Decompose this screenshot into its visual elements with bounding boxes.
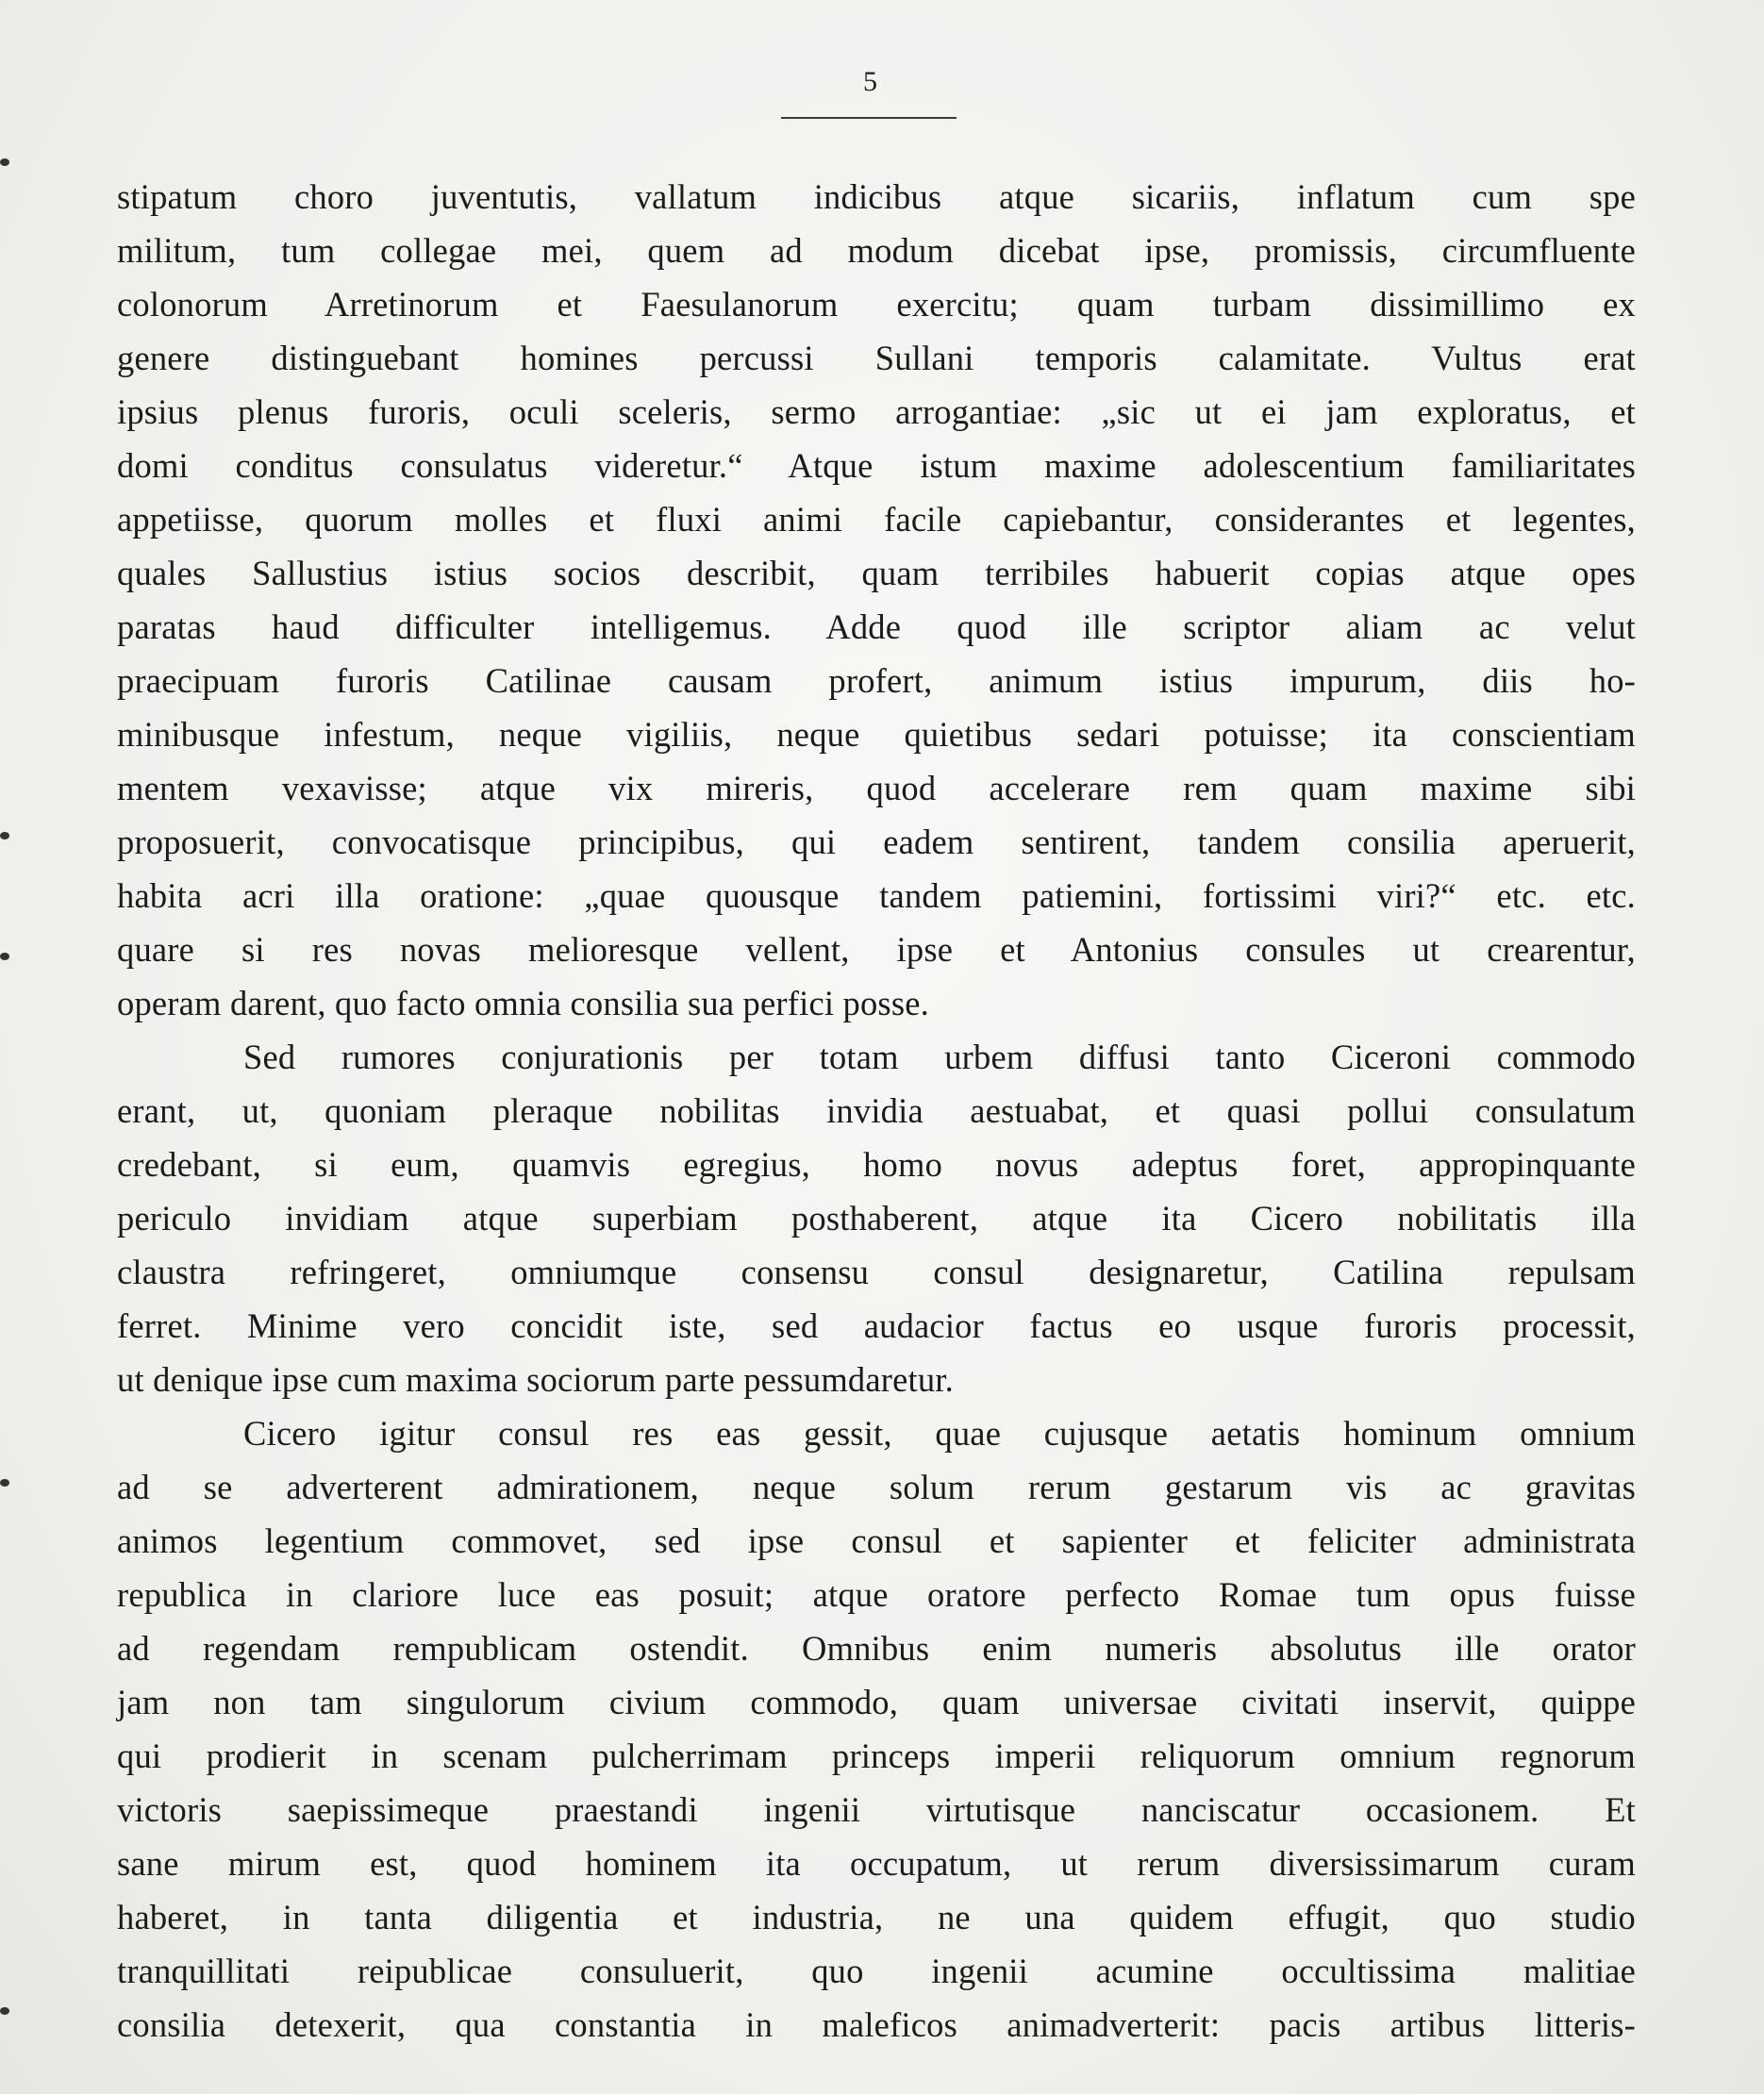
- text-line: sane mirum est, quod hominem ita occupatum, ut rerum diversissimarum curam: [117, 1844, 1636, 1883]
- text-line: jam non tam singulorum civium commodo, quam universae civitati inservit, quippe: [117, 1683, 1636, 1721]
- margin-mark: [0, 1479, 9, 1487]
- page-number: 5: [863, 66, 877, 97]
- text-line: periculo invidiam atque superbiam posthaberent, atque ita Cicero nobilitatis illa: [117, 1199, 1636, 1238]
- text-line: proposuerit, convocatisque principibus, qui eadem sentirent, tandem consilia aperuerit,: [117, 823, 1636, 861]
- text-line: domi conditus consulatus videretur.“ Atque istum maxime adolescentium familiaritates: [117, 446, 1636, 485]
- text-line: ut denique ipse cum maxima sociorum parte pessumdaretur.: [117, 1360, 954, 1399]
- text-line: operam darent, quo facto omnia consilia sua perfici posse.: [117, 984, 929, 1022]
- text-line: colonorum Arretinorum et Faesulanorum exercitu; quam turbam dissimillimo ex: [117, 285, 1636, 324]
- text-line: minibusque infestum, neque vigiliis, neque quietibus sedari potuisse; ita conscientiam: [117, 715, 1636, 754]
- text-line: mentem vexavisse; atque vix mireris, quod accelerare rem quam maxime sibi: [117, 769, 1636, 807]
- text-line: credebant, si eum, quamvis egregius, homo novus adeptus foret, appropinquante: [117, 1145, 1636, 1184]
- text-line: ad regendam rempublicam ostendit. Omnibus enim numeris absolutus ille orator: [117, 1629, 1636, 1668]
- text-line: genere distinguebant homines percussi Sullani temporis calamitate. Vultus erat: [117, 339, 1636, 377]
- text-line: appetiisse, quorum molles et fluxi animi facile capiebantur, considerantes et legentes,: [117, 500, 1636, 539]
- text-line: animos legentium commovet, sed ipse consul et sapienter et feliciter administrata: [117, 1521, 1636, 1560]
- body-text: [117, 170, 1636, 2052]
- text-line: haberet, in tanta diligentia et industria, ne una quidem effugit, quo studio: [117, 1898, 1636, 1936]
- text-line: habita acri illa oratione: „quae quousque tandem patiemini, fortissimi viri?“ etc. etc.: [117, 876, 1636, 915]
- text-line: ipsius plenus furoris, oculi sceleris, sermo arrogantiae: „sic ut ei jam exploratus, et: [117, 392, 1636, 431]
- text-line: ferret. Minime vero concidit iste, sed audacior factus eo usque furoris processit,: [117, 1306, 1636, 1345]
- margin-mark: [0, 2007, 9, 2015]
- margin-mark: [0, 832, 9, 839]
- text-line: militum, tum collegae mei, quem ad modum dicebat ipse, promissis, circumfluente: [117, 231, 1636, 270]
- text-line: Cicero igitur consul res eas gessit, quae cujusque aetatis hominum omnium: [243, 1414, 1636, 1453]
- text-line: quales Sallustius istius socios describit, quam terribiles habuerit copias atque opes: [117, 554, 1636, 592]
- text-line: tranquillitati reipublicae consuluerit, quo ingenii acumine occultissima malitiae: [117, 1952, 1636, 1990]
- text-line: republica in clariore luce eas posuit; atque oratore perfecto Romae tum opus fuisse: [117, 1575, 1636, 1614]
- text-line: Sed rumores conjurationis per totam urbem diffusi tanto Ciceroni commodo: [243, 1038, 1636, 1076]
- text-line: consilia detexerit, qua constantia in maleficos animadverterit: pacis artibus litteris-: [117, 2005, 1636, 2044]
- text-line: paratas haud difficulter intelligemus. Adde quod ille scriptor aliam ac velut: [117, 607, 1636, 646]
- text-line: quare si res novas melioresque vellent, ipse et Antonius consules ut crearentur,: [117, 930, 1636, 969]
- margin-mark: [0, 953, 9, 960]
- margin-mark: [0, 158, 9, 166]
- text-line: praecipuam furoris Catilinae causam profert, animum istius impurum, diis ho-: [117, 661, 1636, 700]
- text-line: erant, ut, quoniam pleraque nobilitas invidia aestuabat, et quasi pollui consulatum: [117, 1091, 1636, 1130]
- text-line: claustra refringeret, omniumque consensu consul designaretur, Catilina repulsam: [117, 1253, 1636, 1291]
- text-line: victoris saepissimeque praestandi ingenii virtutisque nanciscatur occasionem. Et: [117, 1790, 1636, 1829]
- text-line: qui prodierit in scenam pulcherrimam princeps imperii reliquorum omnium regnorum: [117, 1737, 1636, 1775]
- text-line: ad se adverterent admirationem, neque solum rerum gestarum vis ac gravitas: [117, 1468, 1636, 1506]
- page-number-rule: [781, 117, 957, 119]
- text-line: stipatum choro juventutis, vallatum indicibus atque sicariis, inflatum cum spe: [117, 177, 1636, 216]
